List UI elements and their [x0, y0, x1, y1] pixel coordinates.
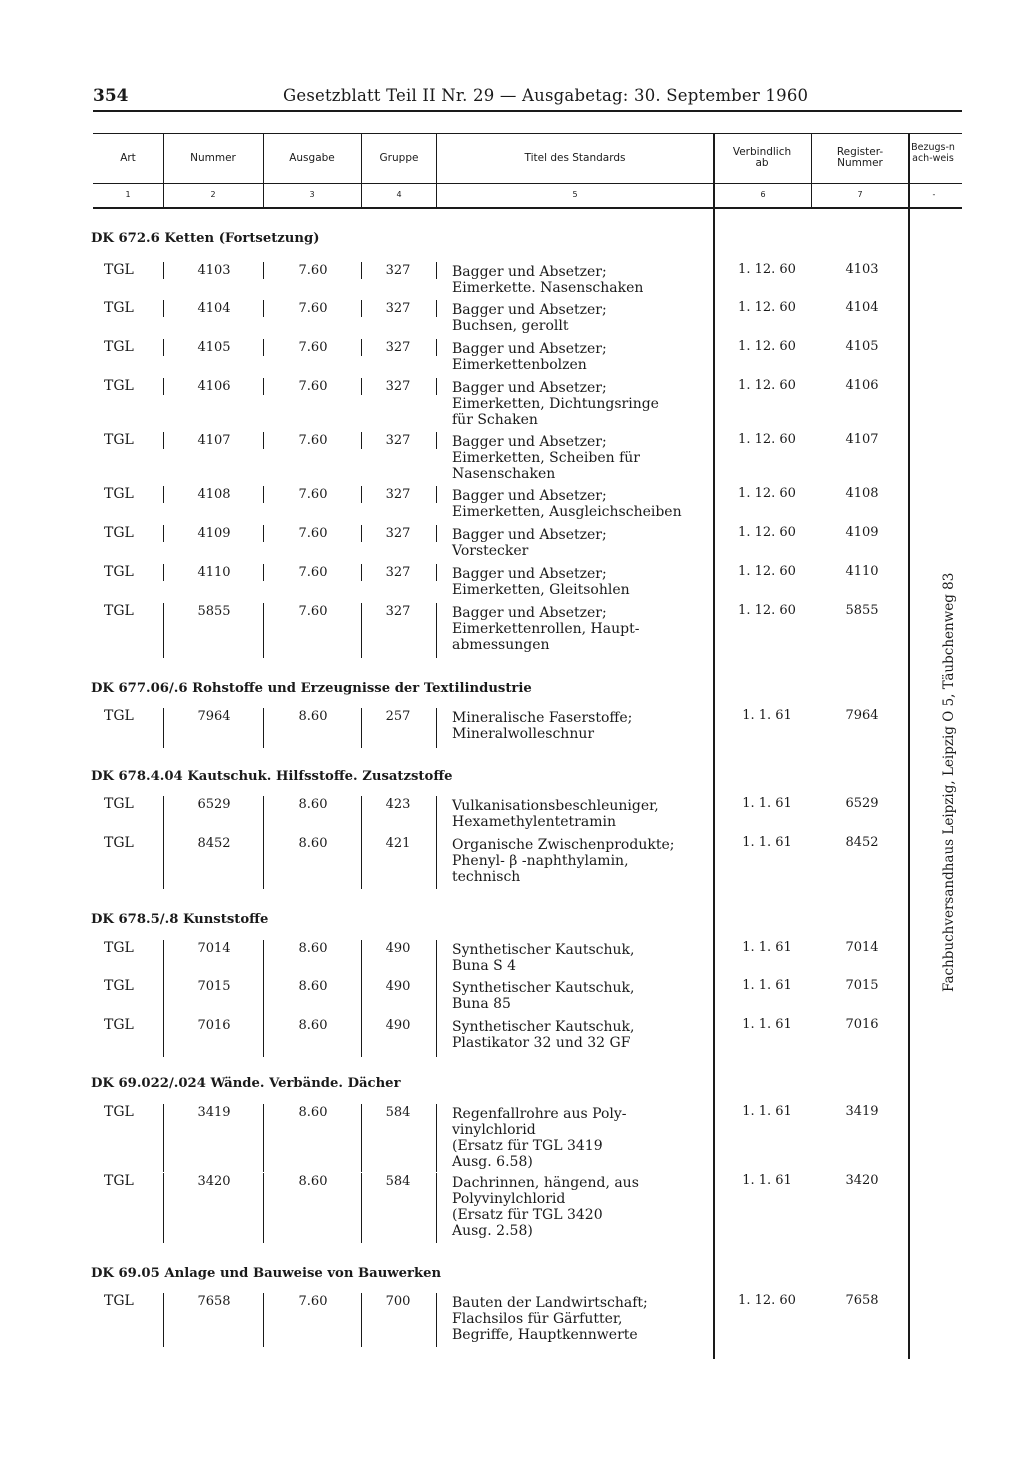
cell-register: 3419: [845, 1104, 879, 1119]
cell-art: TGL: [104, 378, 134, 394]
row-separator-tick: [361, 1293, 362, 1347]
col-num: 1: [125, 190, 131, 199]
titel-line: Synthetischer Kautschuk,: [452, 980, 635, 996]
row-separator-tick: [361, 978, 362, 1018]
table-row: [0, 339, 1024, 373]
titel-line: abmessungen: [452, 637, 550, 653]
cell-nummer: 3419: [197, 1105, 231, 1120]
col-num: 7: [857, 190, 863, 199]
row-separator-tick: [163, 564, 164, 581]
row-separator-tick: [361, 564, 362, 581]
cell-art: TGL: [104, 262, 134, 278]
row-separator-tick: [361, 1104, 362, 1172]
row-separator-tick: [263, 564, 264, 581]
row-separator-tick: [436, 1104, 437, 1172]
cell-gruppe: 490: [385, 941, 411, 956]
col-sep: [436, 134, 437, 207]
cell-nummer: 7658: [197, 1294, 231, 1309]
titel-line: Bagger und Absetzer;: [452, 566, 607, 582]
cell-gruppe: 327: [385, 526, 411, 541]
titel-line: Bagger und Absetzer;: [452, 341, 607, 357]
row-separator-tick: [436, 708, 437, 748]
titel-line: für Schaken: [452, 412, 538, 428]
row-separator-tick: [361, 796, 362, 836]
titel-line: Plastikator 32 und 32 GF: [452, 1035, 631, 1051]
row-separator-tick: [163, 378, 164, 395]
cell-art: TGL: [104, 525, 134, 541]
row-separator-tick: [361, 378, 362, 395]
titel-line: Synthetischer Kautschuk,: [452, 1019, 635, 1035]
cell-nummer: 4105: [197, 340, 231, 355]
row-separator-tick: [361, 432, 362, 449]
cell-verbindlich: 1. 1. 61: [742, 1017, 792, 1032]
row-separator-tick: [263, 978, 264, 1018]
titel-line: Phenyl- β -naphthylamin,: [452, 853, 629, 869]
cell-art: TGL: [104, 432, 134, 448]
cell-register: 8452: [845, 835, 879, 850]
cell-titel: [452, 605, 712, 653]
row-separator-tick: [163, 300, 164, 317]
cell-ausgabe: 7.60: [298, 340, 328, 355]
cell-art: TGL: [104, 978, 134, 994]
cell-register: 4108: [845, 486, 879, 501]
titel-line: Ausg. 2.58): [452, 1223, 533, 1239]
cell-ausgabe: 8.60: [298, 1105, 328, 1120]
cell-verbindlich: 1. 12. 60: [738, 564, 796, 579]
row-separator-tick: [163, 796, 164, 836]
cell-register: 7016: [845, 1017, 879, 1032]
table-row: [0, 603, 1024, 653]
row-separator-tick: [361, 1173, 362, 1243]
titel-line: Mineralwolleschnur: [452, 726, 595, 742]
cell-verbindlich: 1. 1. 61: [742, 708, 792, 723]
titel-line: Buchsen, gerollt: [452, 318, 569, 334]
titel-line: Dachrinnen, hängend, aus: [452, 1175, 639, 1191]
table-row: [0, 1104, 1024, 1170]
cell-ausgabe: 7.60: [298, 565, 328, 580]
section-heading: DK 678.4.04 Kautschuk. Hilfsstoffe. Zusatzstoffe: [91, 769, 453, 784]
row-separator-tick: [361, 1017, 362, 1057]
cell-gruppe: 700: [385, 1294, 411, 1309]
cell-ausgabe: 8.60: [298, 797, 328, 812]
section-heading: DK 69.05 Anlage und Bauweise von Bauwerken: [91, 1266, 442, 1281]
cell-ausgabe: 8.60: [298, 1018, 328, 1033]
cell-art: TGL: [104, 564, 134, 580]
row-separator-tick: [263, 432, 264, 449]
row-separator-tick: [263, 300, 264, 317]
cell-ausgabe: 7.60: [298, 433, 328, 448]
row-separator-tick: [163, 603, 164, 658]
cell-gruppe: 421: [385, 836, 411, 851]
col-num: 3: [309, 190, 315, 199]
cell-titel: [452, 380, 712, 428]
row-separator-tick: [361, 603, 362, 658]
table-row: [0, 835, 1024, 885]
cell-register: 4103: [845, 262, 879, 277]
cell-titel: [452, 1175, 712, 1239]
table-row: [0, 525, 1024, 559]
row-separator-tick: [436, 940, 437, 980]
row-separator-tick: [263, 262, 264, 279]
cell-verbindlich: 1. 1. 61: [742, 835, 792, 850]
cell-gruppe: 257: [385, 709, 411, 724]
cell-verbindlich: 1. 12. 60: [738, 603, 796, 618]
cell-nummer: 5855: [197, 604, 231, 619]
row-separator-tick: [361, 339, 362, 356]
cell-verbindlich: 1. 1. 61: [742, 978, 792, 993]
titel-line: Eimerkette. Nasenschaken: [452, 280, 644, 296]
titel-line: Bagger und Absetzer;: [452, 302, 607, 318]
titel-line: technisch: [452, 869, 521, 885]
col-head-verbindlich: Verbindlich ab: [732, 146, 792, 169]
row-separator-tick: [436, 1173, 437, 1243]
cell-verbindlich: 1. 12. 60: [738, 300, 796, 315]
titel-line: (Ersatz für TGL 3419: [452, 1138, 603, 1154]
cell-ausgabe: 7.60: [298, 301, 328, 316]
row-separator-tick: [361, 835, 362, 889]
cell-art: TGL: [104, 940, 134, 956]
titel-line: Buna 85: [452, 996, 511, 1012]
row-separator-tick: [436, 262, 437, 279]
cell-art: TGL: [104, 1104, 134, 1120]
cell-register: 4107: [845, 432, 879, 447]
row-separator-tick: [361, 708, 362, 748]
titel-line: Eimerkettenbolzen: [452, 357, 587, 373]
col-head-ausgabe: Ausgabe: [289, 152, 335, 164]
row-separator-tick: [436, 339, 437, 356]
row-separator-tick: [263, 940, 264, 980]
row-separator-tick: [263, 796, 264, 836]
col-head-bezugsnachweis: Bezugs-nach-weis: [911, 142, 955, 164]
row-separator-tick: [163, 339, 164, 356]
table-row: [0, 486, 1024, 520]
row-separator-tick: [163, 835, 164, 889]
row-separator-tick: [163, 486, 164, 503]
cell-art: TGL: [104, 1173, 134, 1189]
cell-verbindlich: 1. 1. 61: [742, 940, 792, 955]
col-num: -: [932, 190, 936, 199]
cell-gruppe: 327: [385, 565, 411, 580]
cell-ausgabe: 8.60: [298, 941, 328, 956]
row-separator-tick: [263, 339, 264, 356]
page-header: Gesetzblatt Teil II Nr. 29 — Ausgabetag: 30. September 1960: [283, 86, 809, 105]
row-separator-tick: [361, 525, 362, 542]
titel-line: Bagger und Absetzer;: [452, 434, 607, 450]
table-row: [0, 1173, 1024, 1239]
table-row: [0, 708, 1024, 742]
cell-titel: [452, 1019, 712, 1051]
cell-nummer: 3420: [197, 1174, 231, 1189]
col-head-gruppe: Gruppe: [379, 152, 419, 164]
cell-art: TGL: [104, 835, 134, 851]
row-separator-tick: [263, 1173, 264, 1243]
row-separator-tick: [163, 1293, 164, 1347]
row-separator-tick: [163, 978, 164, 1018]
cell-ausgabe: 7.60: [298, 604, 328, 619]
cell-gruppe: 327: [385, 433, 411, 448]
row-separator-tick: [163, 708, 164, 748]
row-separator-tick: [436, 486, 437, 503]
col-num: 4: [396, 190, 402, 199]
cell-gruppe: 490: [385, 979, 411, 994]
cell-titel: [452, 434, 712, 482]
titel-line: Polyvinylchlorid: [452, 1191, 566, 1207]
row-separator-tick: [436, 1017, 437, 1057]
cell-gruppe: 584: [385, 1174, 411, 1189]
row-separator-tick: [263, 486, 264, 503]
cell-nummer: 7964: [197, 709, 231, 724]
cell-gruppe: 327: [385, 263, 411, 278]
cell-titel: [452, 710, 712, 742]
table-row: [0, 564, 1024, 598]
titel-line: Ausg. 6.58): [452, 1154, 533, 1170]
col-num: 6: [760, 190, 766, 199]
col-num: 2: [210, 190, 216, 199]
cell-ausgabe: 8.60: [298, 979, 328, 994]
titel-line: Mineralische Faserstoffe;: [452, 710, 633, 726]
titel-line: Flachsilos für Gärfutter,: [452, 1311, 623, 1327]
cell-titel: [452, 1106, 712, 1170]
row-separator-tick: [163, 940, 164, 980]
titel-line: Eimerketten, Gleitsohlen: [452, 582, 630, 598]
cell-titel: [452, 527, 712, 559]
table-row: [0, 796, 1024, 830]
col-num: 5: [572, 190, 578, 199]
cell-register: 7015: [845, 978, 879, 993]
row-separator-tick: [163, 525, 164, 542]
cell-register: 4110: [845, 564, 879, 579]
table-row: [0, 940, 1024, 974]
cell-verbindlich: 1. 12. 60: [738, 262, 796, 277]
cell-nummer: 8452: [197, 836, 231, 851]
row-separator-tick: [163, 1173, 164, 1243]
table-row: [0, 300, 1024, 334]
cell-gruppe: 327: [385, 379, 411, 394]
row-separator-tick: [436, 564, 437, 581]
row-separator-tick: [263, 1293, 264, 1347]
cell-titel: [452, 798, 712, 830]
col-head-nummer: Nummer: [190, 152, 236, 164]
header-top-rule: [93, 110, 962, 112]
titel-line: Nasenschaken: [452, 466, 556, 482]
row-separator-tick: [163, 1017, 164, 1057]
cell-titel: [452, 488, 712, 520]
cell-art: TGL: [104, 796, 134, 812]
titel-line: Bagger und Absetzer;: [452, 488, 607, 504]
titel-line: Bagger und Absetzer;: [452, 527, 607, 543]
cell-nummer: 7015: [197, 979, 231, 994]
row-separator-tick: [436, 796, 437, 836]
cell-ausgabe: 8.60: [298, 1174, 328, 1189]
cell-titel: [452, 302, 712, 334]
cell-art: TGL: [104, 339, 134, 355]
table-row: [0, 1017, 1024, 1051]
cell-ausgabe: 7.60: [298, 1294, 328, 1309]
titel-line: Bagger und Absetzer;: [452, 605, 607, 621]
cell-register: 3420: [845, 1173, 879, 1188]
page-number: 354: [93, 86, 129, 106]
row-separator-tick: [263, 525, 264, 542]
row-separator-tick: [163, 432, 164, 449]
row-separator-tick: [263, 603, 264, 658]
table-row: [0, 262, 1024, 296]
titel-line: Vorstecker: [452, 543, 529, 559]
column-head-bottom-rule: [93, 207, 962, 209]
cell-ausgabe: 7.60: [298, 379, 328, 394]
row-separator-tick: [436, 1293, 437, 1347]
cell-nummer: 4103: [197, 263, 231, 278]
cell-verbindlich: 1. 12. 60: [738, 486, 796, 501]
row-separator-tick: [263, 1017, 264, 1057]
cell-verbindlich: 1. 12. 60: [738, 378, 796, 393]
row-separator-tick: [361, 262, 362, 279]
cell-art: TGL: [104, 300, 134, 316]
cell-gruppe: 327: [385, 301, 411, 316]
titel-line: Eimerkettenrollen, Haupt-: [452, 621, 640, 637]
col-sep: [811, 134, 812, 207]
titel-line: Hexamethylentetramin: [452, 814, 616, 830]
cell-titel: [452, 837, 712, 885]
cell-gruppe: 584: [385, 1105, 411, 1120]
cell-titel: [452, 942, 712, 974]
col-head-titel: Titel des Standards: [524, 152, 626, 164]
cell-nummer: 6529: [197, 797, 231, 812]
cell-nummer: 7014: [197, 941, 231, 956]
cell-gruppe: 423: [385, 797, 411, 812]
titel-line: Begriffe, Hauptkennwerte: [452, 1327, 638, 1343]
col-head-register: Register-Nummer: [836, 146, 884, 169]
row-separator-tick: [361, 300, 362, 317]
row-separator-tick: [436, 603, 437, 658]
row-separator-tick: [436, 300, 437, 317]
col-sep: [263, 134, 264, 207]
col-sep: [361, 134, 362, 207]
row-separator-tick: [263, 835, 264, 889]
cell-nummer: 4107: [197, 433, 231, 448]
cell-titel: [452, 264, 712, 296]
cell-register: 4106: [845, 378, 879, 393]
cell-titel: [452, 980, 712, 1012]
cell-verbindlich: 1. 12. 60: [738, 339, 796, 354]
cell-register: 7964: [845, 708, 879, 723]
titel-line: Eimerketten, Scheiben für: [452, 450, 640, 466]
cell-art: TGL: [104, 486, 134, 502]
titel-line: Regenfallrohre aus Poly-: [452, 1106, 627, 1122]
cell-titel: [452, 341, 712, 373]
cell-gruppe: 327: [385, 487, 411, 502]
cell-nummer: 4104: [197, 301, 231, 316]
cell-art: TGL: [104, 1017, 134, 1033]
titel-line: vinylchlorid: [452, 1122, 536, 1138]
row-separator-tick: [361, 940, 362, 980]
cell-ausgabe: 7.60: [298, 263, 328, 278]
section-heading: DK 677.06/.6 Rohstoffe und Erzeugnisse der Textilindustrie: [91, 681, 532, 696]
cell-nummer: 7016: [197, 1018, 231, 1033]
cell-verbindlich: 1. 1. 61: [742, 1173, 792, 1188]
cell-titel: [452, 566, 712, 598]
table-row: [0, 432, 1024, 482]
cell-art: TGL: [104, 603, 134, 619]
titel-line: Eimerketten, Dichtungsringe: [452, 396, 659, 412]
col-sep: [163, 134, 164, 207]
titel-line: Vulkanisationsbeschleuniger,: [452, 798, 659, 814]
cell-gruppe: 490: [385, 1018, 411, 1033]
row-separator-tick: [361, 486, 362, 503]
titel-line: Buna S 4: [452, 958, 517, 974]
row-separator-tick: [436, 378, 437, 395]
column-head-top-rule: [93, 133, 962, 134]
row-separator-tick: [436, 525, 437, 542]
cell-nummer: 4110: [197, 565, 231, 580]
cell-verbindlich: 1. 12. 60: [738, 432, 796, 447]
cell-art: TGL: [104, 708, 134, 724]
titel-line: Eimerketten, Ausgleichscheiben: [452, 504, 682, 520]
titel-line: Organische Zwischenprodukte;: [452, 837, 675, 853]
titel-line: Bagger und Absetzer;: [452, 264, 607, 280]
cell-verbindlich: 1. 12. 60: [738, 1293, 796, 1308]
row-separator-tick: [163, 262, 164, 279]
titel-line: (Ersatz für TGL 3420: [452, 1207, 603, 1223]
publisher-imprint: Fachbuchversandhaus Leipzig, Leipzig O 5, Täubchenweg 83: [941, 572, 957, 992]
cell-nummer: 4109: [197, 526, 231, 541]
section-heading: DK 672.6 Ketten (Fortsetzung): [91, 231, 320, 246]
titel-line: Synthetischer Kautschuk,: [452, 942, 635, 958]
cell-art: TGL: [104, 1293, 134, 1309]
row-separator-tick: [163, 1104, 164, 1172]
cell-ausgabe: 7.60: [298, 526, 328, 541]
table-row: [0, 1293, 1024, 1343]
cell-register: 7658: [845, 1293, 879, 1308]
row-separator-tick: [263, 708, 264, 748]
cell-register: 4105: [845, 339, 879, 354]
table-row: [0, 378, 1024, 428]
cell-titel: [452, 1295, 712, 1343]
row-separator-tick: [436, 978, 437, 1018]
cell-nummer: 4108: [197, 487, 231, 502]
cell-verbindlich: 1. 1. 61: [742, 796, 792, 811]
cell-ausgabe: 8.60: [298, 836, 328, 851]
titel-line: Bauten der Landwirtschaft;: [452, 1295, 648, 1311]
row-separator-tick: [263, 1104, 264, 1172]
row-separator-tick: [436, 835, 437, 889]
cell-nummer: 4106: [197, 379, 231, 394]
row-separator-tick: [263, 378, 264, 395]
row-separator-tick: [436, 432, 437, 449]
titel-line: Bagger und Absetzer;: [452, 380, 607, 396]
cell-register: 4109: [845, 525, 879, 540]
col-head-art: Art: [120, 152, 136, 164]
cell-gruppe: 327: [385, 340, 411, 355]
cell-gruppe: 327: [385, 604, 411, 619]
cell-register: 7014: [845, 940, 879, 955]
table-row: [0, 978, 1024, 1012]
cell-register: 4104: [845, 300, 879, 315]
cell-ausgabe: 7.60: [298, 487, 328, 502]
cell-verbindlich: 1. 12. 60: [738, 525, 796, 540]
column-head-mid-rule: [93, 183, 962, 184]
section-heading: DK 678.5/.8 Kunststoffe: [91, 912, 269, 927]
cell-verbindlich: 1. 1. 61: [742, 1104, 792, 1119]
cell-register: 6529: [845, 796, 879, 811]
section-heading: DK 69.022/.024 Wände. Verbände. Dächer: [91, 1076, 401, 1091]
cell-ausgabe: 8.60: [298, 709, 328, 724]
cell-register: 5855: [845, 603, 879, 618]
